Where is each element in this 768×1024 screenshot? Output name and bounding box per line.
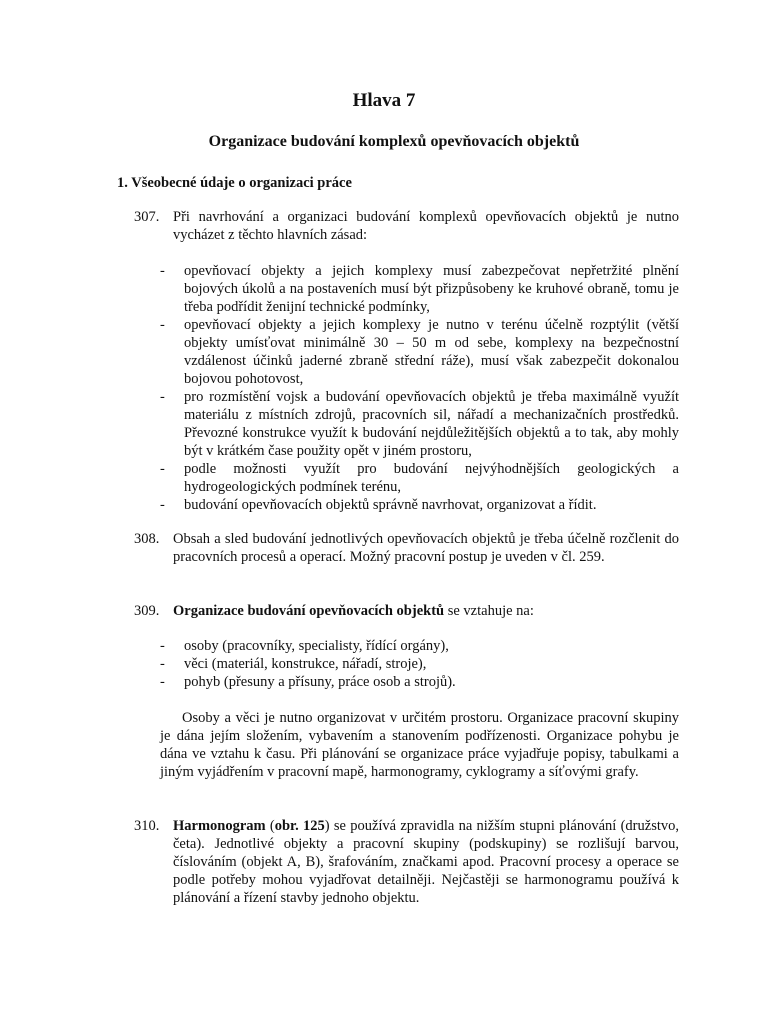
bullet-307-1: opevňovací objekty a jejich komplexy musí zabezpečovat nepřetržité plnění bojových úkolů a na postaveních musí být přizpůsobeny ke kruhové obraně, tomu je třeba podřídit ženijní technické podmínky, xyxy=(184,263,679,315)
bullet-307-5: budování opevňovacích objektů správně navrhovat, organizovat a řídit. xyxy=(184,497,597,513)
paragraph-310-text xyxy=(173,817,679,907)
paragraph-309-rest: se vztahuje na: xyxy=(444,603,534,619)
paragraph-number-307: 307. xyxy=(134,209,160,225)
paragraph-310-paren: ( xyxy=(265,818,275,834)
paragraph-309-bold-lead: Organizace budování opevňovacích objektů xyxy=(173,603,445,619)
bullet-309-3: pohyb (přesuny a přísuny, práce osob a strojů). xyxy=(184,674,456,690)
bullet-309-1: osoby (pracovníky, specialisty, řídící orgány), xyxy=(184,638,449,654)
bullet-307-3: pro rozmístění vojsk a budování opevňovacích objektů je třeba maximálně využít materiálu z místních zdrojů, pracovních sil, nářadí a mechanizačních prostředků. Převozné konstrukce využít k budování nejdůležitějších objektů a to tak, aby mohly být v krátkém čase použity opět v jiném prostoru, xyxy=(184,389,679,459)
chapter-subtitle: Organizace budování komplexů opevňovacích objektů xyxy=(208,133,580,150)
paragraph-310-bold-lead: Harmonogram xyxy=(173,818,266,834)
section-heading: 1. Všeobecné údaje o organizaci práce xyxy=(117,175,352,191)
bullet-dash: - xyxy=(160,638,165,654)
paragraph-number-310: 310. xyxy=(134,818,160,834)
paragraph-309-closing: Osoby a věci je nutno organizovat v určitém prostoru. Organizace pracovní skupiny je dána jejím složením, vybavením a stanovením podřízenosti. Organizace pohybu je dána ve vztahu k času. Při plánování se organizace práce vyjadřuje popisy, tabulkami a jiným vyjádřením v pracovní mapě, harmonogramy, cyklogramy a síťovými grafy. xyxy=(160,710,679,780)
paragraph-308-text: Obsah a sled budování jednotlivých opevňovacích objektů je třeba účelně rozčlenit do pracovních procesů a operací. Možný pracovní postup je uveden v čl. 259. xyxy=(173,531,679,565)
bullet-dash: - xyxy=(160,674,165,690)
bullet-dash: - xyxy=(160,263,165,279)
paragraph-307-text: Při navrhování a organizaci budování komplexů opevňovacích objektů je nutno vycházet z těchto hlavních zásad: xyxy=(173,209,679,243)
chapter-title: Hlava 7 xyxy=(352,90,416,111)
paragraph-310-figure-ref: obr. 125 xyxy=(274,818,325,834)
bullet-dash: - xyxy=(160,461,165,477)
paragraph-number-309: 309. xyxy=(134,603,160,619)
bullet-307-2: opevňovací objekty a jejich komplexy je nutno v terénu účelně rozptýlit (větší objekty umísťovat minimálně 30 – 50 m od sebe, komplexy na bezpečnostní vzdálenost účinků jaderné zbraně střední ráže), musí však zabezpečit dokonalou bojovou pohotovost, xyxy=(184,317,679,387)
paragraph-310-rest: ) se používá zpravidla na nižším stupni plánování (družstvo, četa). Jednotlivé objekty a pracovní skupiny (podskupiny) se rozlišují barvou, číslováním (objekt A, B), šrafováním, značkami apod. Pracovní procesy a operace se podle potřeby mohou vyjadřovat detailněji. Nejčastěji se harmonogramu používá k plánování a řízení stavby jednoho objektu. xyxy=(173,818,679,906)
paragraph-number-308: 308. xyxy=(134,531,160,547)
bullet-307-4: podle možnosti využít pro budování nejvýhodnějších geologických a hydrogeologických podmínek terénu, xyxy=(184,461,679,495)
bullet-dash: - xyxy=(160,497,165,513)
bullet-dash: - xyxy=(160,317,165,333)
bullet-309-2: věci (materiál, konstrukce, nářadí, stroje), xyxy=(184,656,427,672)
bullet-dash: - xyxy=(160,656,165,672)
paragraph-309-text xyxy=(173,602,679,620)
bullet-dash: - xyxy=(160,389,165,405)
